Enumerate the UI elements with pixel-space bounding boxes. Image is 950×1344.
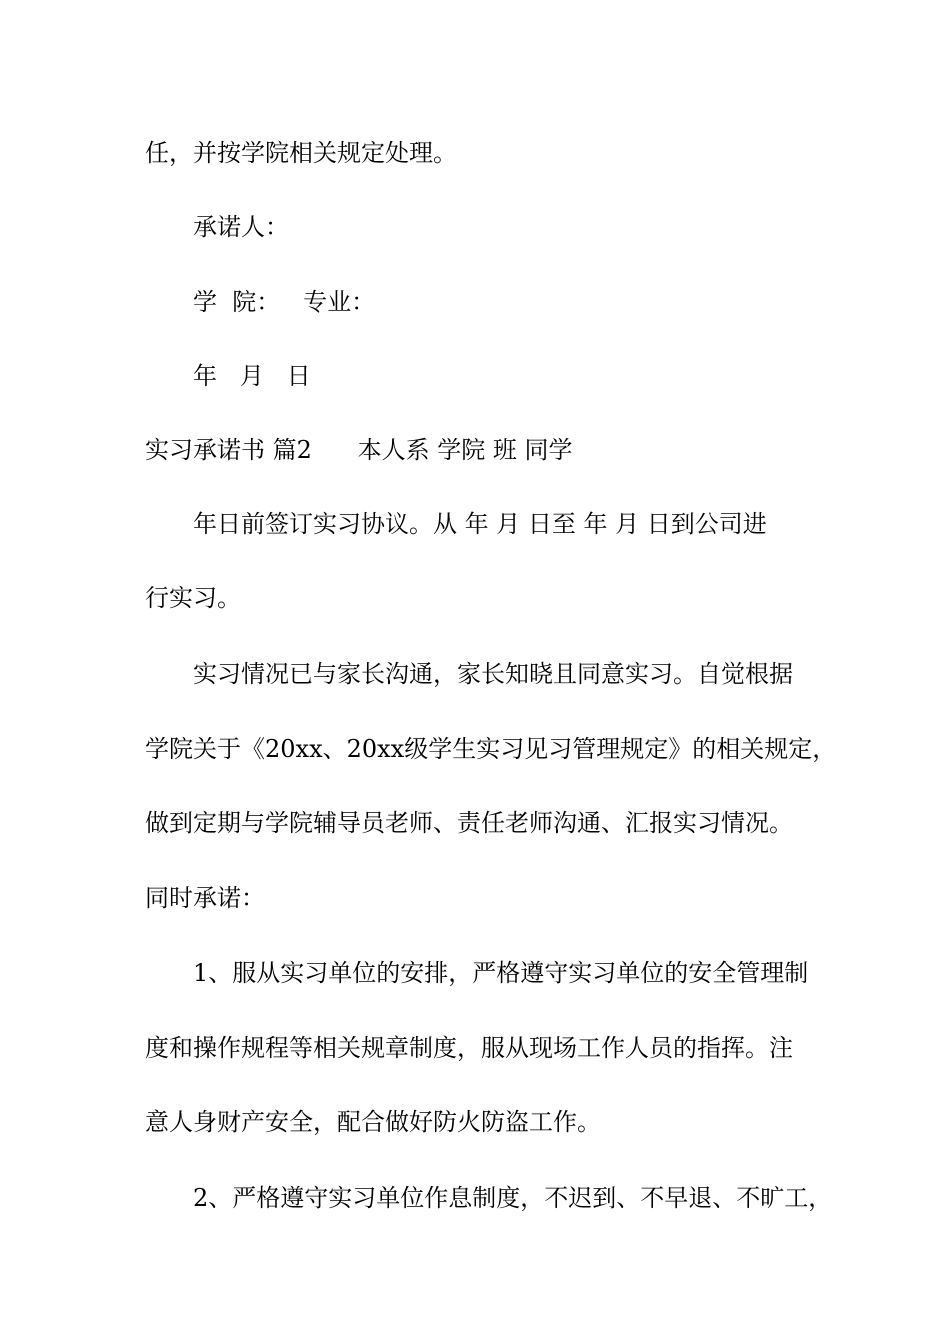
text-line: 2、严格遵守实习单位作息制度，不迟到、不早退、不旷工， [193, 1184, 833, 1212]
text-line: 学 院： 专业： [193, 288, 376, 316]
text-line: 实习承诺书 篇2 本人系 学院 班 同学 [145, 436, 573, 464]
text-line: 承诺人： [193, 213, 289, 241]
text-line: 年 月 日 [193, 362, 311, 390]
text-line: 学院关于《20xx、20xx级学生实习见习管理规定》的相关规定， [145, 735, 837, 763]
text-line: 实习情况已与家长沟通，家长知晓且同意实习。自觉根据 [193, 660, 793, 688]
text-line: 意人身财产安全，配合做好防火防盗工作。 [145, 1108, 601, 1136]
text-line: 年日前签订实习协议。从 年 月 日至 年 月 日到公司进 [193, 510, 767, 538]
text-line: 度和操作规程等相关规章制度，服从现场工作人员的指挥。注 [145, 1034, 793, 1062]
text-line: 任，并按学院相关规定处理。 [145, 139, 457, 167]
text-line: 同时承诺： [145, 884, 265, 912]
text-line: 做到定期与学院辅导员老师、责任老师沟通、汇报实习情况。 [145, 809, 793, 837]
text-line: 行实习。 [145, 584, 241, 612]
text-line: 1、服从实习单位的安排，严格遵守实习单位的安全管理制 [193, 959, 809, 987]
